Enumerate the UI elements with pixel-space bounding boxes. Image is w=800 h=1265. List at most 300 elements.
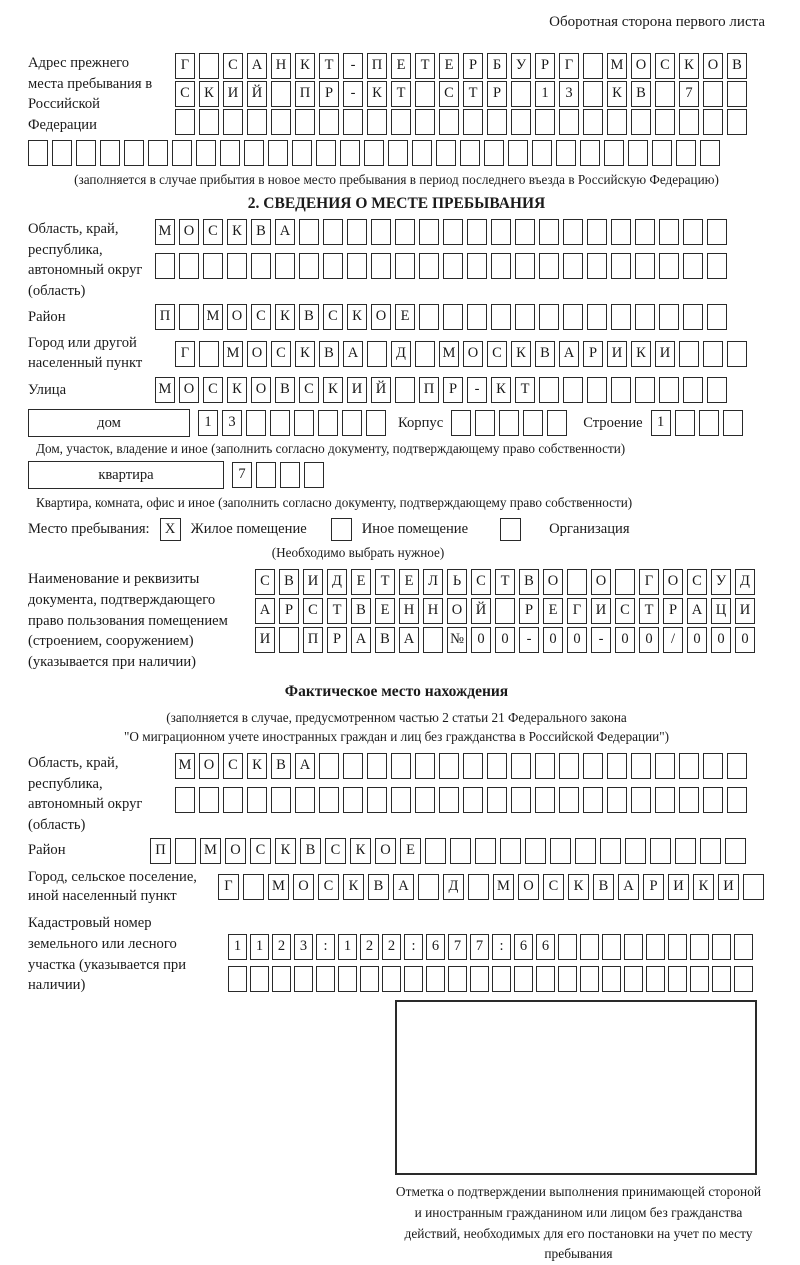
char-cell[interactable] [550,838,571,864]
char-cell[interactable]: Р [319,81,339,107]
char-cell[interactable] [600,838,621,864]
char-cell[interactable] [443,219,463,245]
char-cell[interactable]: 0 [543,627,563,653]
char-cell[interactable] [199,787,219,813]
char-cell[interactable] [415,81,435,107]
char-cell[interactable] [525,838,546,864]
char-cell[interactable]: С [471,569,491,595]
char-cell[interactable] [342,410,362,436]
char-cell[interactable] [495,598,515,624]
char-cell[interactable]: А [351,627,371,653]
char-cell[interactable] [415,787,435,813]
char-cell[interactable] [451,410,471,436]
char-cell[interactable] [563,253,583,279]
char-cell[interactable]: Д [327,569,347,595]
char-cell[interactable]: 6 [536,934,555,960]
char-cell[interactable]: С [223,753,243,779]
char-cell[interactable]: В [279,569,299,595]
char-cell[interactable]: 0 [639,627,659,653]
char-cell[interactable]: Е [391,53,411,79]
char-cell[interactable] [725,838,746,864]
char-cell[interactable]: 7 [679,81,699,107]
char-cell[interactable]: С [255,569,275,595]
char-cell[interactable]: О [293,874,314,900]
char-cell[interactable]: 3 [294,934,313,960]
char-cell[interactable] [511,787,531,813]
char-cell[interactable] [511,81,531,107]
char-cell[interactable]: Т [639,598,659,624]
char-cell[interactable] [655,753,675,779]
char-cell[interactable] [395,219,415,245]
char-cell[interactable] [563,219,583,245]
char-cell[interactable]: С [487,341,507,367]
char-cell[interactable] [419,304,439,330]
char-cell[interactable] [635,304,655,330]
char-cell[interactable]: О [663,569,683,595]
char-cell[interactable] [475,838,496,864]
char-cell[interactable]: А [295,753,315,779]
char-cell[interactable] [631,109,651,135]
char-cell[interactable]: Д [391,341,411,367]
char-cell[interactable]: Е [543,598,563,624]
char-cell[interactable] [419,219,439,245]
char-cell[interactable]: С [439,81,459,107]
char-cell[interactable] [388,140,408,166]
char-cell[interactable]: Е [375,598,395,624]
char-cell[interactable] [523,410,543,436]
char-cell[interactable] [659,253,679,279]
char-cell[interactable] [659,304,679,330]
char-cell[interactable]: К [693,874,714,900]
char-cell[interactable] [487,787,507,813]
char-cell[interactable] [734,934,753,960]
char-cell[interactable]: В [727,53,747,79]
char-cell[interactable] [439,753,459,779]
char-cell[interactable]: О [247,341,267,367]
char-cell[interactable] [683,377,703,403]
char-cell[interactable]: О [375,838,396,864]
char-cell[interactable]: М [439,341,459,367]
char-cell[interactable] [246,410,266,436]
char-cell[interactable]: К [367,81,387,107]
char-cell[interactable]: С [303,598,323,624]
char-cell[interactable] [583,109,603,135]
char-cell[interactable]: В [519,569,539,595]
char-cell[interactable]: В [271,753,291,779]
char-cell[interactable]: Р [487,81,507,107]
char-cell[interactable] [371,253,391,279]
char-cell[interactable] [436,140,456,166]
char-cell[interactable]: 0 [567,627,587,653]
char-cell[interactable] [659,219,679,245]
char-cell[interactable]: А [559,341,579,367]
char-cell[interactable]: К [607,81,627,107]
stay-type-checkbox-organization[interactable] [500,518,521,541]
char-cell[interactable] [367,787,387,813]
char-cell[interactable] [470,966,489,992]
char-cell[interactable] [280,462,300,488]
char-cell[interactable] [607,109,627,135]
char-cell[interactable]: У [711,569,731,595]
char-cell[interactable]: - [467,377,487,403]
char-cell[interactable] [323,253,343,279]
char-cell[interactable]: 1 [338,934,357,960]
char-cell[interactable]: М [155,377,175,403]
char-cell[interactable] [247,787,267,813]
char-cell[interactable] [676,140,696,166]
char-cell[interactable] [419,253,439,279]
char-cell[interactable] [707,304,727,330]
house-box[interactable]: дом [28,409,190,437]
char-cell[interactable] [535,109,555,135]
char-cell[interactable]: К [227,377,247,403]
char-cell[interactable] [703,109,723,135]
char-cell[interactable] [539,219,559,245]
char-cell[interactable] [707,253,727,279]
char-cell[interactable]: К [350,838,371,864]
char-cell[interactable]: К [511,341,531,367]
char-cell[interactable]: Н [271,53,291,79]
char-cell[interactable] [491,304,511,330]
char-cell[interactable]: В [351,598,371,624]
char-cell[interactable]: А [399,627,419,653]
char-cell[interactable]: К [295,341,315,367]
char-cell[interactable] [251,253,271,279]
char-cell[interactable] [250,966,269,992]
char-cell[interactable]: Р [643,874,664,900]
char-cell[interactable] [340,140,360,166]
char-cell[interactable]: 2 [272,934,291,960]
char-cell[interactable] [439,787,459,813]
char-cell[interactable] [635,219,655,245]
char-cell[interactable]: С [223,53,243,79]
char-cell[interactable]: 0 [615,627,635,653]
char-cell[interactable]: Б [487,53,507,79]
char-cell[interactable]: 0 [471,627,491,653]
char-cell[interactable] [347,219,367,245]
char-cell[interactable]: В [375,627,395,653]
char-cell[interactable] [607,753,627,779]
char-cell[interactable]: Т [391,81,411,107]
char-cell[interactable]: П [295,81,315,107]
char-cell[interactable] [228,966,247,992]
char-cell[interactable] [450,838,471,864]
char-cell[interactable] [491,219,511,245]
char-cell[interactable]: Р [463,53,483,79]
char-cell[interactable] [179,304,199,330]
char-cell[interactable]: М [175,753,195,779]
char-cell[interactable]: В [275,377,295,403]
char-cell[interactable] [703,341,723,367]
char-cell[interactable]: Е [351,569,371,595]
char-cell[interactable]: О [227,304,247,330]
char-cell[interactable]: 3 [222,410,242,436]
char-cell[interactable]: 0 [711,627,731,653]
char-cell[interactable]: Д [443,874,464,900]
char-cell[interactable]: О [543,569,563,595]
char-cell[interactable] [625,838,646,864]
char-cell[interactable]: Р [663,598,683,624]
char-cell[interactable] [631,787,651,813]
char-cell[interactable] [668,934,687,960]
char-cell[interactable]: - [343,81,363,107]
char-cell[interactable]: К [343,874,364,900]
char-cell[interactable]: К [275,304,295,330]
char-cell[interactable] [580,140,600,166]
char-cell[interactable]: 0 [687,627,707,653]
char-cell[interactable]: Ь [447,569,467,595]
char-cell[interactable] [580,966,599,992]
char-cell[interactable]: С [250,838,271,864]
char-cell[interactable] [615,569,635,595]
char-cell[interactable] [463,753,483,779]
char-cell[interactable] [100,140,120,166]
char-cell[interactable] [558,934,577,960]
char-cell[interactable]: 0 [735,627,755,653]
char-cell[interactable] [179,253,199,279]
char-cell[interactable] [635,253,655,279]
char-cell[interactable] [391,787,411,813]
char-cell[interactable] [199,53,219,79]
char-cell[interactable]: И [591,598,611,624]
char-cell[interactable] [371,219,391,245]
char-cell[interactable] [655,787,675,813]
char-cell[interactable] [583,53,603,79]
char-cell[interactable]: М [493,874,514,900]
char-cell[interactable]: В [368,874,389,900]
char-cell[interactable]: А [255,598,275,624]
char-cell[interactable] [712,966,731,992]
char-cell[interactable] [366,410,386,436]
char-cell[interactable] [535,787,555,813]
char-cell[interactable] [294,410,314,436]
char-cell[interactable] [391,753,411,779]
char-cell[interactable]: О [631,53,651,79]
char-cell[interactable] [271,787,291,813]
char-cell[interactable] [631,753,651,779]
char-cell[interactable]: С [203,377,223,403]
char-cell[interactable] [492,966,511,992]
char-cell[interactable]: К [323,377,343,403]
char-cell[interactable] [467,219,487,245]
char-cell[interactable]: : [316,934,335,960]
char-cell[interactable] [646,966,665,992]
char-cell[interactable]: / [663,627,683,653]
char-cell[interactable] [270,410,290,436]
char-cell[interactable]: И [735,598,755,624]
char-cell[interactable] [175,787,195,813]
char-cell[interactable] [734,966,753,992]
char-cell[interactable] [316,966,335,992]
char-cell[interactable] [443,304,463,330]
char-cell[interactable]: Р [327,627,347,653]
char-cell[interactable] [655,81,675,107]
char-cell[interactable] [583,81,603,107]
char-cell[interactable] [468,874,489,900]
char-cell[interactable]: И [668,874,689,900]
char-cell[interactable] [271,109,291,135]
char-cell[interactable] [404,966,423,992]
apartment-box[interactable]: квартира [28,461,224,489]
char-cell[interactable]: П [419,377,439,403]
char-cell[interactable] [723,410,743,436]
char-cell[interactable]: О [251,377,271,403]
char-cell[interactable] [316,140,336,166]
char-cell[interactable] [415,109,435,135]
char-cell[interactable]: И [655,341,675,367]
char-cell[interactable] [319,109,339,135]
char-cell[interactable] [292,140,312,166]
char-cell[interactable]: Г [567,598,587,624]
char-cell[interactable]: Е [439,53,459,79]
char-cell[interactable] [650,838,671,864]
char-cell[interactable]: Р [519,598,539,624]
char-cell[interactable] [559,109,579,135]
char-cell[interactable] [727,81,747,107]
char-cell[interactable]: К [568,874,589,900]
char-cell[interactable] [272,966,291,992]
char-cell[interactable] [294,966,313,992]
char-cell[interactable] [323,219,343,245]
char-cell[interactable]: О [199,753,219,779]
char-cell[interactable] [611,253,631,279]
char-cell[interactable]: С [299,377,319,403]
char-cell[interactable]: 1 [535,81,555,107]
char-cell[interactable] [256,462,276,488]
char-cell[interactable]: С [615,598,635,624]
char-cell[interactable]: 1 [250,934,269,960]
char-cell[interactable] [587,377,607,403]
char-cell[interactable] [172,140,192,166]
char-cell[interactable]: И [255,627,275,653]
char-cell[interactable] [628,140,648,166]
char-cell[interactable] [683,253,703,279]
char-cell[interactable]: Г [639,569,659,595]
char-cell[interactable]: К [295,53,315,79]
char-cell[interactable]: А [393,874,414,900]
char-cell[interactable] [299,219,319,245]
char-cell[interactable] [515,304,535,330]
char-cell[interactable] [76,140,96,166]
char-cell[interactable]: О [371,304,391,330]
char-cell[interactable]: О [518,874,539,900]
char-cell[interactable]: А [247,53,267,79]
char-cell[interactable] [690,966,709,992]
char-cell[interactable]: Т [495,569,515,595]
char-cell[interactable]: П [150,838,171,864]
char-cell[interactable]: 6 [426,934,445,960]
char-cell[interactable]: 3 [559,81,579,107]
char-cell[interactable]: Р [443,377,463,403]
char-cell[interactable] [223,787,243,813]
char-cell[interactable] [624,966,643,992]
char-cell[interactable]: В [300,838,321,864]
char-cell[interactable] [587,304,607,330]
char-cell[interactable]: Т [463,81,483,107]
char-cell[interactable] [124,140,144,166]
char-cell[interactable]: Т [319,53,339,79]
char-cell[interactable]: О [447,598,467,624]
char-cell[interactable] [539,304,559,330]
char-cell[interactable] [602,934,621,960]
char-cell[interactable]: А [687,598,707,624]
char-cell[interactable] [395,253,415,279]
char-cell[interactable]: Д [735,569,755,595]
char-cell[interactable]: М [223,341,243,367]
char-cell[interactable]: В [631,81,651,107]
char-cell[interactable] [514,966,533,992]
char-cell[interactable] [415,753,435,779]
char-cell[interactable] [279,627,299,653]
char-cell[interactable] [558,966,577,992]
char-cell[interactable] [679,109,699,135]
char-cell[interactable]: А [618,874,639,900]
char-cell[interactable]: 2 [360,934,379,960]
char-cell[interactable]: С [271,341,291,367]
char-cell[interactable] [611,219,631,245]
char-cell[interactable] [499,410,519,436]
char-cell[interactable]: 7 [470,934,489,960]
char-cell[interactable] [611,304,631,330]
char-cell[interactable]: 0 [495,627,515,653]
char-cell[interactable] [223,109,243,135]
char-cell[interactable]: Н [399,598,419,624]
char-cell[interactable] [395,377,415,403]
char-cell[interactable] [491,253,511,279]
char-cell[interactable] [343,109,363,135]
char-cell[interactable]: 1 [198,410,218,436]
char-cell[interactable] [382,966,401,992]
char-cell[interactable] [703,787,723,813]
char-cell[interactable] [683,304,703,330]
char-cell[interactable] [148,140,168,166]
char-cell[interactable]: М [607,53,627,79]
char-cell[interactable] [243,874,264,900]
char-cell[interactable] [227,253,247,279]
char-cell[interactable]: С [325,838,346,864]
char-cell[interactable] [500,838,521,864]
char-cell[interactable] [463,787,483,813]
char-cell[interactable] [727,787,747,813]
char-cell[interactable] [175,109,195,135]
char-cell[interactable] [703,81,723,107]
char-cell[interactable] [295,787,315,813]
char-cell[interactable] [511,753,531,779]
char-cell[interactable]: С [687,569,707,595]
char-cell[interactable]: Й [247,81,267,107]
char-cell[interactable] [515,219,535,245]
char-cell[interactable] [28,140,48,166]
char-cell[interactable] [679,753,699,779]
char-cell[interactable] [703,753,723,779]
char-cell[interactable] [515,253,535,279]
char-cell[interactable] [244,140,264,166]
char-cell[interactable] [220,140,240,166]
char-cell[interactable] [536,966,555,992]
char-cell[interactable]: И [607,341,627,367]
char-cell[interactable] [448,966,467,992]
char-cell[interactable] [675,410,695,436]
char-cell[interactable] [203,253,223,279]
char-cell[interactable] [580,934,599,960]
char-cell[interactable] [467,253,487,279]
char-cell[interactable] [199,109,219,135]
char-cell[interactable] [487,109,507,135]
char-cell[interactable] [247,109,267,135]
char-cell[interactable] [556,140,576,166]
char-cell[interactable] [559,753,579,779]
char-cell[interactable] [463,109,483,135]
